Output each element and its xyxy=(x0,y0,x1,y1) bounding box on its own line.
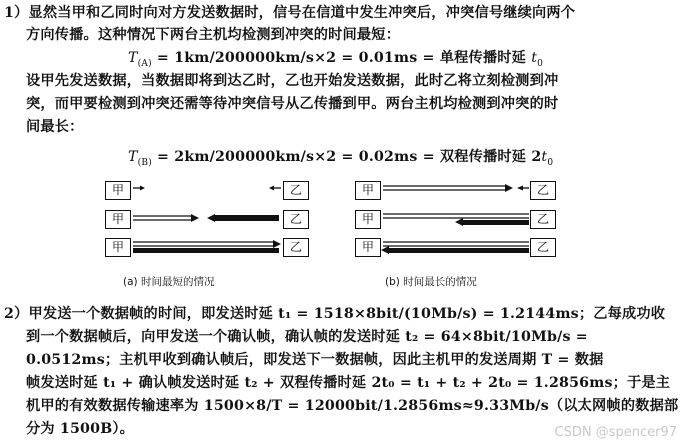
host-a-box: 甲 xyxy=(355,238,381,257)
s2-line2: 到一个数据帧后，向甲发送一个确认帧，确认帧的发送时延 t₂ = 64×8bit/10Mb/s = xyxy=(26,329,588,345)
s2-line3: 0.0512ms；主机甲收到确认帧后，即发送下一数据帧，因此主机甲的发送周期 T = 数据 xyxy=(26,352,604,368)
host-a-box: 甲 xyxy=(355,181,381,200)
formula-b-t0: t xyxy=(541,149,548,165)
host-b-box: 乙 xyxy=(283,238,309,257)
arrow-head xyxy=(269,186,274,191)
arrow-head xyxy=(140,186,145,191)
formula-a-sub: (A) xyxy=(137,58,152,69)
s2-line1: 2）甲发送一个数据帧的时间，即发送时延 t₁ = 1518×8bit/(10Mb/s) = 1.2144ms；乙每成功收 xyxy=(4,306,666,322)
s1-line5: 间最长： xyxy=(26,119,84,135)
s1-line2: 方向传播。这种情况下两台主机均检测到冲突的时间最短： xyxy=(26,27,401,43)
signal-bar xyxy=(387,248,529,253)
caption-a: (a) 时间最短的情况 xyxy=(123,276,215,288)
s1-line4: 突，而甲要检测到冲突还需等待冲突信号从乙传播到甲。两台主机均检测到冲突的时 xyxy=(26,96,559,112)
formula-b-sub: (B) xyxy=(137,157,152,168)
formula-b-symbol: T xyxy=(128,149,138,165)
diagram-b-signals xyxy=(345,176,575,266)
arrow-head xyxy=(517,186,523,191)
host-a-box: 甲 xyxy=(105,238,131,257)
s1-line3: 设甲先发送数据，当数据即将到达乙时，乙也开始发送数据，此时乙将立刻检测到冲 xyxy=(26,73,559,89)
host-a-box: 甲 xyxy=(105,181,131,200)
formula-b xyxy=(128,146,685,174)
formula-a-rest: = 1km/200000km/s×2 = 0.01ms = 单程传播时延 xyxy=(151,50,532,66)
host-b-box: 乙 xyxy=(530,238,556,257)
host-b-box: 乙 xyxy=(283,181,309,200)
host-b-box: 乙 xyxy=(530,181,556,200)
formula-b-rest: = 2km/200000km/s×2 = 0.02ms = 双程传播时延 2 xyxy=(151,149,542,165)
s2-line6: 分为 1500B）。 xyxy=(26,421,135,437)
formula-b-t0sub: 0 xyxy=(547,157,554,168)
formula-a-t0: t xyxy=(531,50,538,66)
arrow-head xyxy=(191,214,199,222)
signal-bar xyxy=(213,215,279,221)
host-b-box: 乙 xyxy=(530,210,556,229)
arrow-head xyxy=(455,218,463,226)
arrow-head xyxy=(381,246,389,254)
watermark: CSDN @spencer97 xyxy=(554,425,677,440)
host-b-box: 乙 xyxy=(283,210,309,229)
s1-line1: 1）显然当甲和乙同时向对方发送数据时，信号在信道中发生冲突后，冲突信号继续向两个 xyxy=(4,5,576,21)
signal-bar xyxy=(461,220,529,225)
arrow-head xyxy=(273,240,281,248)
arrow-head xyxy=(207,214,215,222)
arrow-head xyxy=(505,184,513,192)
host-a-box: 甲 xyxy=(355,210,381,229)
caption-b: (b) 时间最长的情况 xyxy=(385,276,477,288)
formula-a-symbol: T xyxy=(128,50,138,66)
signal-bar xyxy=(133,248,279,253)
formula-a-t0sub: 0 xyxy=(537,58,544,69)
s2-line5: 机甲的有效数据传输速率为 1500×8/T = 12000bit/1.2856ms≈9.33Mb/s（以太网帧的数据部 xyxy=(26,398,679,414)
s2-line4: 帧发送时延 t₁ + 确认帧发送时延 t₂ + 双程传播时延 2t₀ = t₁ + t₂ + 2t₀ = 1.2856ms；于是主 xyxy=(26,375,671,391)
host-a-box: 甲 xyxy=(105,210,131,229)
diagram-a-signals xyxy=(95,176,325,266)
